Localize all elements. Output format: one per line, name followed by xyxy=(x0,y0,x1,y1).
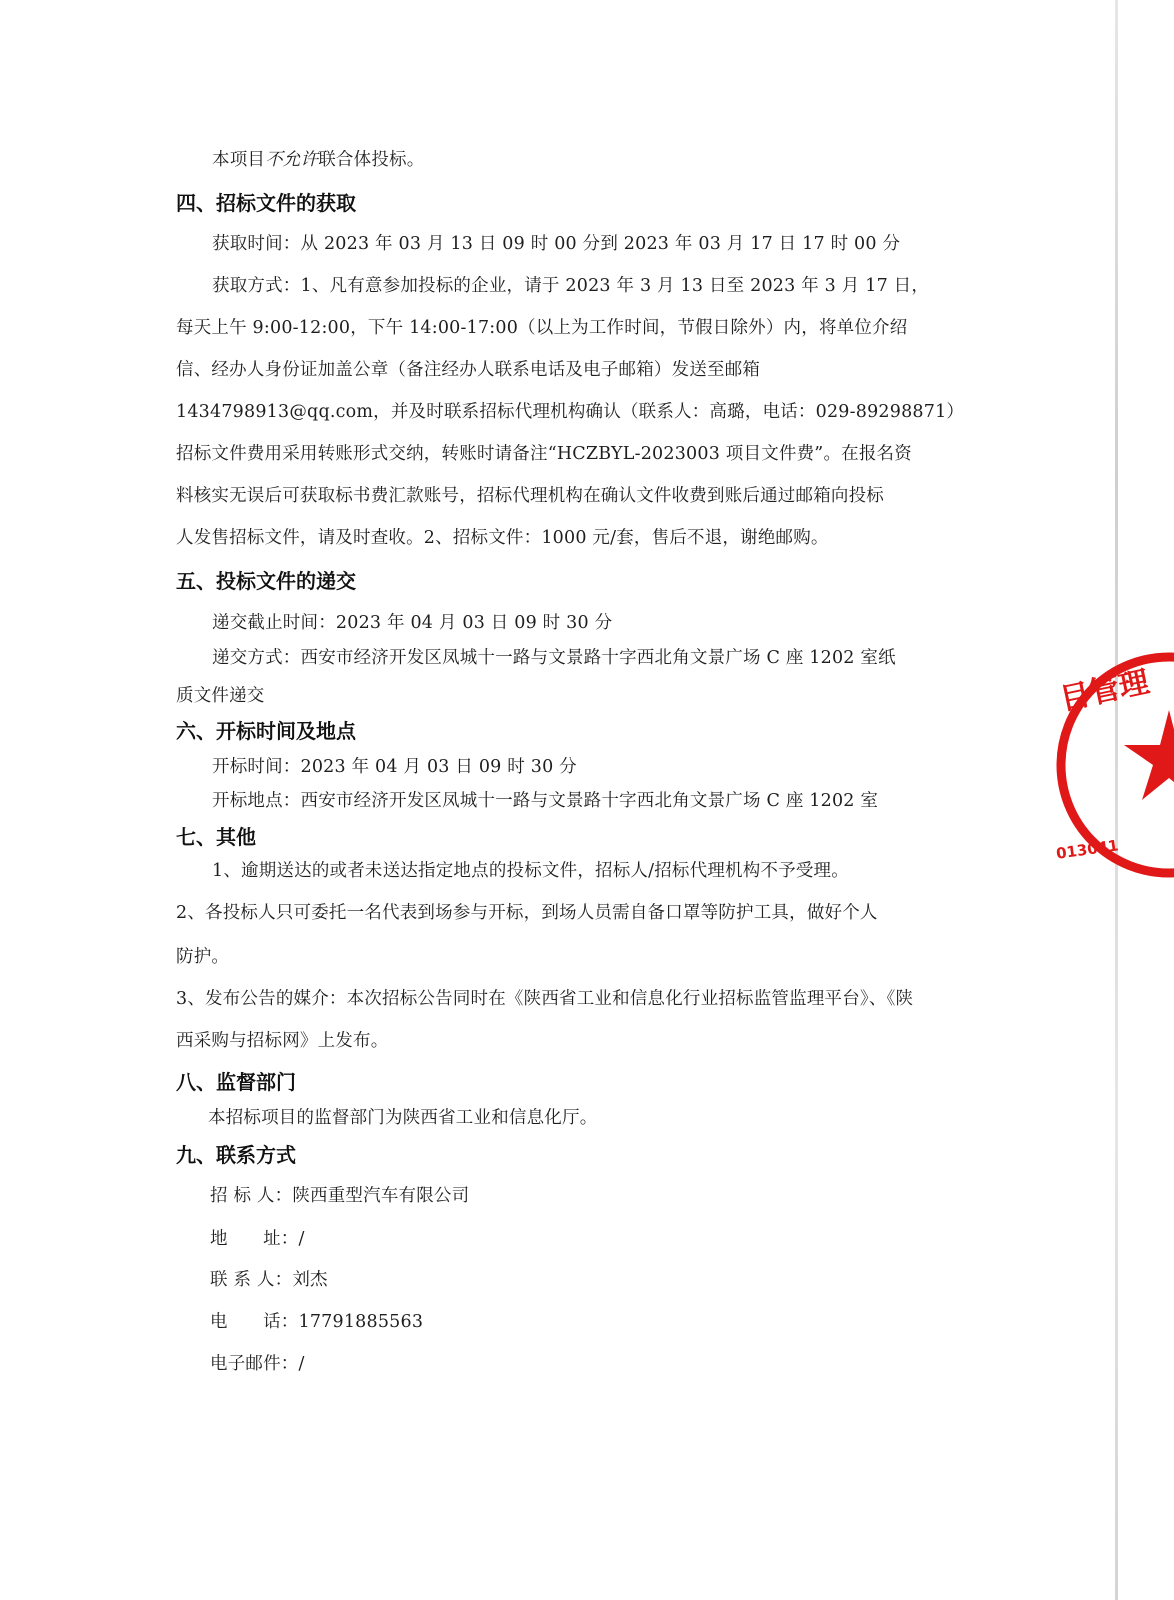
contact-label: 地 址： xyxy=(210,1229,299,1249)
section-8-heading: 八、监督部门 xyxy=(176,1070,296,1094)
contact-value: 刘杰 xyxy=(292,1270,328,1290)
official-seal xyxy=(1054,650,1174,880)
contact-row xyxy=(210,1310,423,1334)
contact-value: / xyxy=(298,1354,305,1374)
s4-method-line: 获取方式：1、凡有意参加投标的企业，请于 2023 年 3 月 13 日至 2023 年 3 月 17 日， xyxy=(212,276,930,296)
s7-line: 1、逾期送达的或者未送达指定地点的投标文件，招标人/招标代理机构不予受理。 xyxy=(212,861,849,881)
intro-emphasis: 不允许 xyxy=(265,150,319,170)
s4-method-line: 招标文件费用采用转账形式交纳，转账时请备注“HCZBYL-2023003 项目文件费”。在报名资 xyxy=(176,444,912,464)
seal-text-bottom: 013041 xyxy=(1055,836,1120,863)
seal-star xyxy=(1124,710,1174,800)
contact-label: 电子邮件： xyxy=(210,1354,299,1374)
s7-line: 西采购与招标网》上发布。 xyxy=(176,1031,389,1051)
section-6-heading: 六、开标时间及地点 xyxy=(176,719,356,743)
contact-row xyxy=(210,1268,328,1292)
contact-label: 招 标 人： xyxy=(210,1186,293,1206)
contact-value: 17791885563 xyxy=(298,1312,424,1332)
s4-method-line: 料核实无误后可获取标书费汇款账号，招标代理机构在确认文件收费到账后通过邮箱向投标 xyxy=(176,486,884,506)
contact-row xyxy=(210,1352,305,1376)
s5-deadline: 递交截止时间：2023 年 04 月 03 日 09 时 30 分 xyxy=(212,613,613,633)
s5-method-line: 质文件递交 xyxy=(176,686,265,706)
contact-row xyxy=(210,1227,305,1251)
s8-text: 本招标项目的监督部门为陕西省工业和信息化厅。 xyxy=(208,1108,598,1128)
s4-method-line: 信、经办人身份证加盖公章（备注经办人联系电话及电子邮箱）发送至邮箱 xyxy=(176,360,761,380)
contact-row xyxy=(210,1184,469,1208)
contact-value: 陕西重型汽车有限公司 xyxy=(292,1186,470,1206)
seal-graphic xyxy=(1054,650,1174,880)
contact-label: 联 系 人： xyxy=(210,1270,293,1290)
s4-method-line: 人发售招标文件，请及时查收。2、招标文件：1000 元/套，售后不退，谢绝邮购。 xyxy=(176,528,829,548)
s4-method-line: 每天上午 9:00-12:00，下午 14:00-17:00（以上为工作时间，节假日除外）内，将单位介绍 xyxy=(176,318,908,338)
contact-value: / xyxy=(298,1229,305,1249)
s7-line: 2、各投标人只可委托一名代表到场参与开标，到场人员需自备口罩等防护工具，做好个人 xyxy=(176,903,878,923)
s7-line: 3、发布公告的媒介：本次招标公告同时在《陕西省工业和信息化行业招标监管监理平台》、《陕 xyxy=(176,989,914,1009)
intro-line: 本项目不允许联合体投标。 xyxy=(212,150,425,170)
seal-text-top: 目管理 xyxy=(1056,664,1153,718)
section-7-heading: 七、其他 xyxy=(176,825,256,849)
contact-label: 电 话： xyxy=(210,1312,299,1332)
s4-time: 获取时间：从 2023 年 03 月 13 日 09 时 00 分到 2023 年 03 月 17 日 17 时 00 分 xyxy=(212,234,901,254)
section-5-heading: 五、投标文件的递交 xyxy=(176,569,356,593)
s6-place: 开标地点：西安市经济开发区凤城十一路与文景路十字西北角文景广场 C 座 1202 室 xyxy=(212,791,879,811)
section-9-heading: 九、联系方式 xyxy=(176,1143,296,1167)
s6-time: 开标时间：2023 年 04 月 03 日 09 时 30 分 xyxy=(212,757,577,777)
section-4-heading: 四、招标文件的获取 xyxy=(176,191,356,215)
s7-line: 防护。 xyxy=(176,947,230,967)
s5-method-line: 递交方式：西安市经济开发区凤城十一路与文景路十字西北角文景广场 C 座 1202 室纸 xyxy=(212,648,896,668)
s4-method-line: 1434798913@qq.com，并及时联系招标代理机构确认（联系人：高璐，电话：029-89298871） xyxy=(176,402,965,422)
